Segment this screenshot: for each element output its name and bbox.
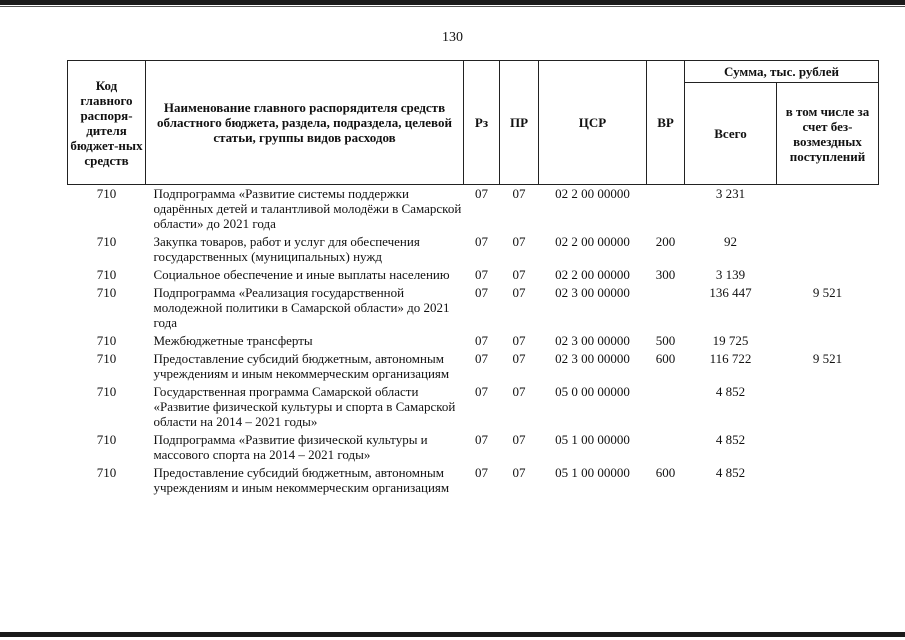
- cell-code: 710: [96, 384, 117, 399]
- header-free: в том числе за счет без-возмездных поступлений: [777, 83, 879, 185]
- table-row: [68, 332, 879, 350]
- cell-vr: 600: [655, 351, 676, 366]
- cell-code: 710: [96, 351, 117, 366]
- cell-rz: 07: [475, 351, 488, 366]
- cell-vr: 500: [655, 333, 676, 348]
- cell-total: 4 852: [715, 432, 746, 447]
- table-row: [68, 431, 879, 464]
- table-row: [68, 383, 879, 431]
- cell-free: [777, 266, 879, 284]
- cell-total: 4 852: [715, 465, 746, 480]
- table-row: [68, 284, 879, 332]
- cell-total: 19 725: [712, 333, 749, 348]
- table-row: [68, 266, 879, 284]
- cell-pr: 07: [512, 333, 526, 348]
- table-row: [68, 233, 879, 266]
- cell-total: 136 447: [709, 285, 752, 300]
- cell-free: [777, 431, 879, 464]
- table-header: [68, 61, 879, 185]
- cell-free: [777, 332, 879, 350]
- cell-total: 92: [724, 234, 737, 249]
- cell-code: 710: [96, 432, 117, 447]
- cell-rz: 07: [475, 333, 488, 348]
- cell-free: 9 521: [812, 285, 843, 300]
- cell-name: Закупка товаров, работ и услуг для обеспечения государственных (муниципальных) нужд: [153, 234, 420, 264]
- cell-vr: [647, 431, 685, 464]
- header-csr: ЦСР: [539, 61, 647, 185]
- header-total: Всего: [685, 83, 777, 185]
- cell-vr: [647, 284, 685, 332]
- cell-pr: 07: [512, 186, 526, 201]
- cell-pr: 07: [512, 234, 526, 249]
- cell-name: Предоставление субсидий бюджетным, автономным учреждениям и иным некоммерческим организациям: [153, 465, 450, 495]
- header-vr: ВР: [647, 61, 685, 185]
- cell-rz: 07: [475, 432, 488, 447]
- cell-csr: 02 3 00 00000: [555, 285, 630, 300]
- cell-total: 4 852: [715, 384, 746, 399]
- cell-total: 116 722: [709, 351, 752, 366]
- cell-name: Межбюджетные трансферты: [153, 333, 313, 348]
- cell-rz: 07: [475, 267, 488, 282]
- cell-vr: [647, 185, 685, 234]
- table-body: [68, 185, 879, 498]
- table-row: [68, 464, 879, 497]
- cell-name: Подпрограмма «Реализация государственной молодежной политики в Самарской области» до 2021 года: [153, 285, 450, 330]
- cell-free: [777, 464, 879, 497]
- cell-csr: 05 1 00 00000: [555, 432, 630, 447]
- header-code: Код главного распоря-дителя бюджет-ных средств: [68, 61, 146, 185]
- cell-code: 710: [96, 285, 117, 300]
- cell-code: 710: [96, 267, 117, 282]
- table-row: [68, 185, 879, 234]
- cell-rz: 07: [475, 234, 488, 249]
- cell-vr: 600: [655, 465, 676, 480]
- cell-vr: 300: [655, 267, 676, 282]
- cell-csr: 02 2 00 00000: [555, 186, 630, 201]
- cell-name: Государственная программа Самарской области «Развитие физической культуры и спорта в Самарской области на 2014 – 2021 годы»: [153, 384, 456, 429]
- header-sum: Сумма, тыс. рублей: [685, 61, 879, 83]
- cell-pr: 07: [512, 465, 526, 480]
- cell-pr: 07: [512, 432, 526, 447]
- header-name: Наименование главного распорядителя средств областного бюджета, раздела, подраздела, целевой статьи, группы видов расходов: [146, 61, 464, 185]
- cell-free: [777, 383, 879, 431]
- cell-code: 710: [96, 186, 117, 201]
- cell-total: 3 139: [715, 267, 746, 282]
- cell-code: 710: [96, 234, 117, 249]
- cell-free: [777, 185, 879, 234]
- table-row: [68, 350, 879, 383]
- cell-rz: 07: [475, 186, 488, 201]
- cell-vr: 200: [655, 234, 676, 249]
- cell-free: 9 521: [812, 351, 843, 366]
- cell-code: 710: [96, 465, 117, 480]
- cell-csr: 02 3 00 00000: [555, 333, 630, 348]
- cell-csr: 02 2 00 00000: [555, 234, 630, 249]
- top-rule-thin: [0, 6, 905, 7]
- page-number: 130: [442, 30, 463, 45]
- cell-name: Предоставление субсидий бюджетным, автономным учреждениям и иным некоммерческим организациям: [153, 351, 450, 381]
- cell-rz: 07: [475, 285, 488, 300]
- cell-name: Социальное обеспечение и иные выплаты населению: [153, 267, 450, 282]
- cell-pr: 07: [512, 351, 526, 366]
- cell-rz: 07: [475, 384, 488, 399]
- cell-free: [777, 233, 879, 266]
- cell-pr: 07: [512, 384, 526, 399]
- cell-vr: [647, 383, 685, 431]
- cell-csr: 05 1 00 00000: [555, 465, 630, 480]
- cell-name: Подпрограмма «Развитие физической культуры и массового спорта на 2014 – 2021 годы»: [153, 432, 428, 462]
- header-pr: ПР: [500, 61, 539, 185]
- cell-pr: 07: [512, 285, 526, 300]
- budget-table: [67, 60, 879, 497]
- cell-csr: 02 2 00 00000: [555, 267, 630, 282]
- header-rz: Рз: [464, 61, 500, 185]
- cell-csr: 05 0 00 00000: [555, 384, 630, 399]
- cell-name: Подпрограмма «Развитие системы поддержки одарённых детей и талантливой молодёжи в Самарской области» до 2021 года: [153, 186, 462, 231]
- top-rule: [0, 0, 905, 5]
- cell-pr: 07: [512, 267, 526, 282]
- cell-code: 710: [96, 333, 117, 348]
- bottom-rule: [0, 632, 905, 637]
- cell-csr: 02 3 00 00000: [555, 351, 630, 366]
- cell-total: 3 231: [715, 186, 746, 201]
- cell-rz: 07: [475, 465, 488, 480]
